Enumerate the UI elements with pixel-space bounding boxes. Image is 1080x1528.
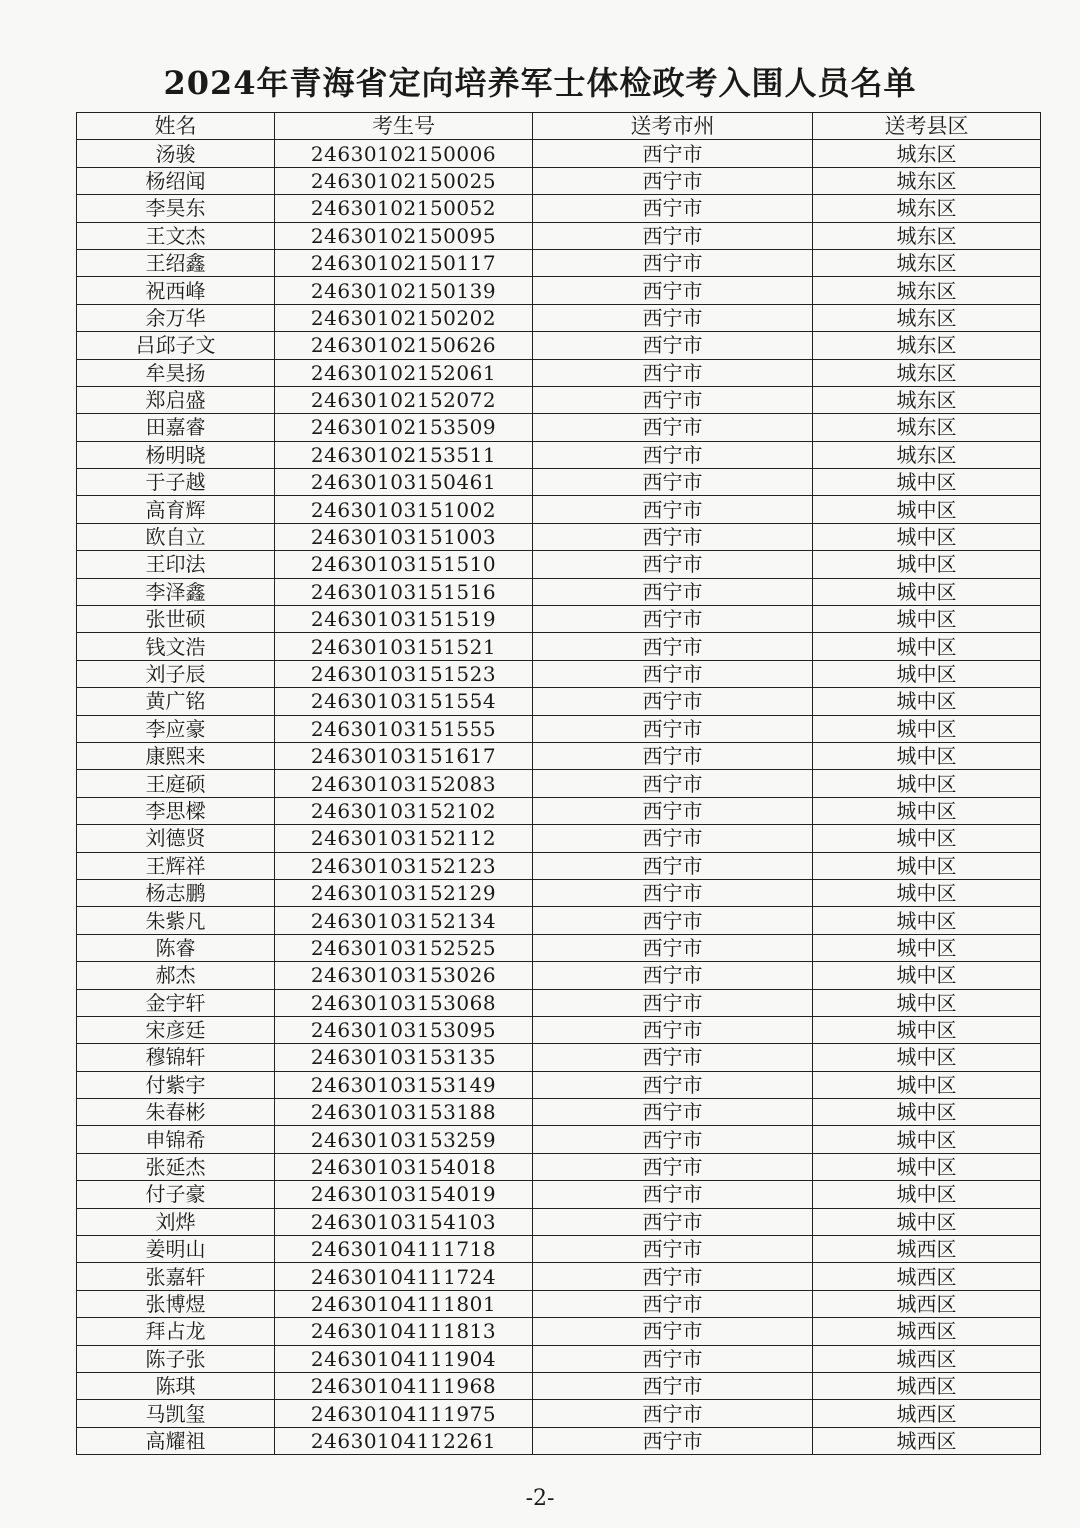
cell-exam-number: 24630102153511 bbox=[275, 441, 533, 468]
cell-exam-number: 24630102150139 bbox=[275, 277, 533, 304]
cell-district: 城西区 bbox=[813, 1318, 1041, 1345]
table-row bbox=[77, 1400, 1041, 1427]
cell-city: 西宁市 bbox=[533, 496, 813, 523]
table-row bbox=[77, 715, 1041, 742]
cell-city: 西宁市 bbox=[533, 852, 813, 879]
cell-exam-number: 24630102152072 bbox=[275, 386, 533, 413]
cell-exam-number: 24630103153259 bbox=[275, 1126, 533, 1153]
cell-name: 刘烨 bbox=[77, 1208, 275, 1235]
cell-name: 高育辉 bbox=[77, 496, 275, 523]
cell-city: 西宁市 bbox=[533, 879, 813, 906]
cell-name: 高耀祖 bbox=[77, 1427, 275, 1454]
cell-name: 宋彦廷 bbox=[77, 1016, 275, 1043]
table-header-row bbox=[77, 113, 1041, 140]
cell-name: 祝西峰 bbox=[77, 277, 275, 304]
cell-city: 西宁市 bbox=[533, 1044, 813, 1071]
cell-city: 西宁市 bbox=[533, 1016, 813, 1043]
cell-district: 城中区 bbox=[813, 660, 1041, 687]
document-title: 2024年青海省定向培养军士体检政考入围人员名单 bbox=[163, 64, 917, 102]
cell-name: 王文杰 bbox=[77, 222, 275, 249]
table-row bbox=[77, 249, 1041, 276]
cell-name: 拜占龙 bbox=[77, 1318, 275, 1345]
cell-exam-number: 24630104111801 bbox=[275, 1290, 533, 1317]
cell-city: 西宁市 bbox=[533, 1290, 813, 1317]
table-row bbox=[77, 1126, 1041, 1153]
cell-exam-number: 24630103151519 bbox=[275, 606, 533, 633]
cell-district: 城中区 bbox=[813, 825, 1041, 852]
cell-city: 西宁市 bbox=[533, 386, 813, 413]
cell-exam-number: 24630103151555 bbox=[275, 715, 533, 742]
cell-district: 城中区 bbox=[813, 551, 1041, 578]
cell-district: 城中区 bbox=[813, 770, 1041, 797]
cell-name: 王绍鑫 bbox=[77, 249, 275, 276]
cell-exam-number: 24630102150052 bbox=[275, 195, 533, 222]
cell-name: 康熙来 bbox=[77, 742, 275, 769]
cell-exam-number: 24630103151617 bbox=[275, 742, 533, 769]
cell-exam-number: 24630103153149 bbox=[275, 1071, 533, 1098]
table-row bbox=[77, 1427, 1041, 1454]
cell-city: 西宁市 bbox=[533, 1345, 813, 1372]
cell-city: 西宁市 bbox=[533, 167, 813, 194]
cell-exam-number: 24630103152123 bbox=[275, 852, 533, 879]
cell-district: 城中区 bbox=[813, 606, 1041, 633]
page-number: -2- bbox=[525, 1486, 555, 1511]
cell-name: 张延杰 bbox=[77, 1153, 275, 1180]
cell-exam-number: 24630103151554 bbox=[275, 688, 533, 715]
cell-exam-number: 24630102150006 bbox=[275, 140, 533, 167]
table-row bbox=[77, 742, 1041, 769]
cell-name: 欧自立 bbox=[77, 523, 275, 550]
cell-district: 城东区 bbox=[813, 249, 1041, 276]
cell-district: 城东区 bbox=[813, 332, 1041, 359]
cell-exam-number: 24630103154103 bbox=[275, 1208, 533, 1235]
cell-district: 城中区 bbox=[813, 1016, 1041, 1043]
cell-exam-number: 24630103154019 bbox=[275, 1181, 533, 1208]
cell-district: 城中区 bbox=[813, 688, 1041, 715]
table-row bbox=[77, 359, 1041, 386]
cell-district: 城中区 bbox=[813, 742, 1041, 769]
cell-exam-number: 24630103154018 bbox=[275, 1153, 533, 1180]
cell-district: 城东区 bbox=[813, 386, 1041, 413]
table-row bbox=[77, 879, 1041, 906]
table-row bbox=[77, 496, 1041, 523]
cell-district: 城东区 bbox=[813, 222, 1041, 249]
cell-city: 西宁市 bbox=[533, 1427, 813, 1454]
table-row bbox=[77, 797, 1041, 824]
cell-district: 城中区 bbox=[813, 1071, 1041, 1098]
table-row bbox=[77, 852, 1041, 879]
cell-exam-number: 24630103152083 bbox=[275, 770, 533, 797]
cell-exam-number: 24630102150117 bbox=[275, 249, 533, 276]
cell-district: 城西区 bbox=[813, 1345, 1041, 1372]
cell-district: 城东区 bbox=[813, 414, 1041, 441]
cell-name: 张博煜 bbox=[77, 1290, 275, 1317]
cell-exam-number: 24630102150202 bbox=[275, 304, 533, 331]
cell-name: 陈睿 bbox=[77, 934, 275, 961]
cell-exam-number: 24630102153509 bbox=[275, 414, 533, 441]
table-row bbox=[77, 332, 1041, 359]
cell-district: 城中区 bbox=[813, 496, 1041, 523]
cell-name: 刘德贤 bbox=[77, 825, 275, 852]
cell-name: 陈琪 bbox=[77, 1372, 275, 1399]
table-row bbox=[77, 1372, 1041, 1399]
cell-name: 牟昊扬 bbox=[77, 359, 275, 386]
cell-city: 西宁市 bbox=[533, 1099, 813, 1126]
cell-name: 田嘉睿 bbox=[77, 414, 275, 441]
cell-city: 西宁市 bbox=[533, 304, 813, 331]
table-row bbox=[77, 1345, 1041, 1372]
cell-city: 西宁市 bbox=[533, 277, 813, 304]
cell-city: 西宁市 bbox=[533, 1236, 813, 1263]
cell-exam-number: 24630102150626 bbox=[275, 332, 533, 359]
table-row bbox=[77, 633, 1041, 660]
cell-exam-number: 24630103153026 bbox=[275, 962, 533, 989]
cell-exam-number: 24630102150095 bbox=[275, 222, 533, 249]
cell-city: 西宁市 bbox=[533, 633, 813, 660]
cell-name: 杨绍闻 bbox=[77, 167, 275, 194]
cell-district: 城中区 bbox=[813, 1126, 1041, 1153]
cell-city: 西宁市 bbox=[533, 1071, 813, 1098]
cell-name: 朱春彬 bbox=[77, 1099, 275, 1126]
cell-name: 郝杰 bbox=[77, 962, 275, 989]
cell-city: 西宁市 bbox=[533, 1126, 813, 1153]
table-row bbox=[77, 304, 1041, 331]
cell-district: 城中区 bbox=[813, 469, 1041, 496]
cell-district: 城中区 bbox=[813, 1208, 1041, 1235]
cell-name: 李思樑 bbox=[77, 797, 275, 824]
cell-name: 杨明晓 bbox=[77, 441, 275, 468]
cell-city: 西宁市 bbox=[533, 934, 813, 961]
cell-city: 西宁市 bbox=[533, 249, 813, 276]
cell-district: 城东区 bbox=[813, 304, 1041, 331]
table-row bbox=[77, 578, 1041, 605]
table-row bbox=[77, 1236, 1041, 1263]
cell-city: 西宁市 bbox=[533, 1372, 813, 1399]
cell-name: 郑启盛 bbox=[77, 386, 275, 413]
cell-name: 李泽鑫 bbox=[77, 578, 275, 605]
cell-city: 西宁市 bbox=[533, 414, 813, 441]
header-exam-number: 考生号 bbox=[275, 113, 533, 140]
cell-exam-number: 24630103153135 bbox=[275, 1044, 533, 1071]
cell-exam-number: 24630103153068 bbox=[275, 989, 533, 1016]
cell-name: 朱紫凡 bbox=[77, 907, 275, 934]
table-row bbox=[77, 386, 1041, 413]
cell-name: 申锦希 bbox=[77, 1126, 275, 1153]
cell-district: 城中区 bbox=[813, 1044, 1041, 1071]
table-row bbox=[77, 962, 1041, 989]
cell-name: 于子越 bbox=[77, 469, 275, 496]
header-name: 姓名 bbox=[77, 113, 275, 140]
header-district: 送考县区 bbox=[813, 113, 1041, 140]
cell-name: 刘子辰 bbox=[77, 660, 275, 687]
cell-city: 西宁市 bbox=[533, 222, 813, 249]
cell-exam-number: 24630103152134 bbox=[275, 907, 533, 934]
cell-district: 城中区 bbox=[813, 907, 1041, 934]
cell-name: 王印法 bbox=[77, 551, 275, 578]
cell-district: 城中区 bbox=[813, 934, 1041, 961]
cell-name: 付紫宇 bbox=[77, 1071, 275, 1098]
cell-exam-number: 24630104111968 bbox=[275, 1372, 533, 1399]
cell-city: 西宁市 bbox=[533, 660, 813, 687]
cell-name: 余万华 bbox=[77, 304, 275, 331]
table-row bbox=[77, 907, 1041, 934]
table-row bbox=[77, 469, 1041, 496]
table-row bbox=[77, 140, 1041, 167]
table-row bbox=[77, 1318, 1041, 1345]
cell-exam-number: 24630103151521 bbox=[275, 633, 533, 660]
cell-city: 西宁市 bbox=[533, 825, 813, 852]
cell-city: 西宁市 bbox=[533, 1208, 813, 1235]
table-row bbox=[77, 989, 1041, 1016]
cell-district: 城中区 bbox=[813, 1153, 1041, 1180]
table-row bbox=[77, 1208, 1041, 1235]
cell-district: 城中区 bbox=[813, 879, 1041, 906]
cell-exam-number: 24630103150461 bbox=[275, 469, 533, 496]
cell-district: 城西区 bbox=[813, 1400, 1041, 1427]
table-row bbox=[77, 195, 1041, 222]
cell-district: 城东区 bbox=[813, 359, 1041, 386]
cell-city: 西宁市 bbox=[533, 989, 813, 1016]
table-row bbox=[77, 277, 1041, 304]
cell-district: 城中区 bbox=[813, 852, 1041, 879]
cell-name: 张世硕 bbox=[77, 606, 275, 633]
cell-city: 西宁市 bbox=[533, 359, 813, 386]
cell-name: 李昊东 bbox=[77, 195, 275, 222]
table-row bbox=[77, 167, 1041, 194]
cell-name: 李应豪 bbox=[77, 715, 275, 742]
cell-city: 西宁市 bbox=[533, 332, 813, 359]
cell-exam-number: 24630104112261 bbox=[275, 1427, 533, 1454]
cell-exam-number: 24630103152112 bbox=[275, 825, 533, 852]
cell-district: 城中区 bbox=[813, 797, 1041, 824]
table-row bbox=[77, 825, 1041, 852]
cell-name: 金宇轩 bbox=[77, 989, 275, 1016]
cell-name: 陈子张 bbox=[77, 1345, 275, 1372]
cell-name: 张嘉轩 bbox=[77, 1263, 275, 1290]
table-row bbox=[77, 934, 1041, 961]
cell-name: 汤骏 bbox=[77, 140, 275, 167]
cell-exam-number: 24630102152061 bbox=[275, 359, 533, 386]
cell-name: 姜明山 bbox=[77, 1236, 275, 1263]
cell-name: 黄广铭 bbox=[77, 688, 275, 715]
table-row bbox=[77, 1099, 1041, 1126]
cell-city: 西宁市 bbox=[533, 469, 813, 496]
cell-exam-number: 24630103153188 bbox=[275, 1099, 533, 1126]
cell-district: 城中区 bbox=[813, 1099, 1041, 1126]
cell-district: 城西区 bbox=[813, 1372, 1041, 1399]
cell-city: 西宁市 bbox=[533, 715, 813, 742]
cell-city: 西宁市 bbox=[533, 1181, 813, 1208]
cell-city: 西宁市 bbox=[533, 551, 813, 578]
table-row bbox=[77, 660, 1041, 687]
cell-exam-number: 24630104111724 bbox=[275, 1263, 533, 1290]
cell-district: 城西区 bbox=[813, 1263, 1041, 1290]
cell-exam-number: 24630103151002 bbox=[275, 496, 533, 523]
table-row bbox=[77, 1044, 1041, 1071]
cell-city: 西宁市 bbox=[533, 140, 813, 167]
table-row bbox=[77, 1181, 1041, 1208]
cell-city: 西宁市 bbox=[533, 1318, 813, 1345]
cell-name: 王辉祥 bbox=[77, 852, 275, 879]
cell-name: 钱文浩 bbox=[77, 633, 275, 660]
cell-district: 城东区 bbox=[813, 277, 1041, 304]
table-row bbox=[77, 606, 1041, 633]
table-row bbox=[77, 414, 1041, 441]
cell-city: 西宁市 bbox=[533, 962, 813, 989]
cell-city: 西宁市 bbox=[533, 797, 813, 824]
table-row bbox=[77, 688, 1041, 715]
cell-city: 西宁市 bbox=[533, 523, 813, 550]
table-row bbox=[77, 1071, 1041, 1098]
cell-name: 付子豪 bbox=[77, 1181, 275, 1208]
cell-exam-number: 24630103151516 bbox=[275, 578, 533, 605]
table-row bbox=[77, 222, 1041, 249]
cell-name: 穆锦轩 bbox=[77, 1044, 275, 1071]
cell-city: 西宁市 bbox=[533, 1153, 813, 1180]
table-body bbox=[77, 140, 1041, 1455]
cell-exam-number: 24630103151510 bbox=[275, 551, 533, 578]
cell-city: 西宁市 bbox=[533, 1400, 813, 1427]
cell-name: 吕邱子文 bbox=[77, 332, 275, 359]
header-city: 送考市州 bbox=[533, 113, 813, 140]
cell-city: 西宁市 bbox=[533, 195, 813, 222]
table-row bbox=[77, 1153, 1041, 1180]
table-row bbox=[77, 770, 1041, 797]
cell-exam-number: 24630103152129 bbox=[275, 879, 533, 906]
table-row bbox=[77, 1290, 1041, 1317]
cell-city: 西宁市 bbox=[533, 578, 813, 605]
cell-exam-number: 24630103153095 bbox=[275, 1016, 533, 1043]
table-row bbox=[77, 1263, 1041, 1290]
cell-exam-number: 24630103151003 bbox=[275, 523, 533, 550]
cell-exam-number: 24630103151523 bbox=[275, 660, 533, 687]
cell-name: 杨志鹏 bbox=[77, 879, 275, 906]
cell-district: 城东区 bbox=[813, 167, 1041, 194]
cell-city: 西宁市 bbox=[533, 907, 813, 934]
cell-city: 西宁市 bbox=[533, 688, 813, 715]
cell-exam-number: 24630103152102 bbox=[275, 797, 533, 824]
cell-district: 城中区 bbox=[813, 1181, 1041, 1208]
cell-city: 西宁市 bbox=[533, 441, 813, 468]
cell-exam-number: 24630104111904 bbox=[275, 1345, 533, 1372]
cell-district: 城中区 bbox=[813, 989, 1041, 1016]
table-row bbox=[77, 441, 1041, 468]
cell-district: 城东区 bbox=[813, 195, 1041, 222]
table-row bbox=[77, 1016, 1041, 1043]
cell-city: 西宁市 bbox=[533, 742, 813, 769]
cell-district: 城西区 bbox=[813, 1427, 1041, 1454]
cell-district: 城中区 bbox=[813, 633, 1041, 660]
candidate-table bbox=[76, 112, 1041, 1455]
cell-name: 王庭硕 bbox=[77, 770, 275, 797]
cell-name: 马凯玺 bbox=[77, 1400, 275, 1427]
cell-district: 城西区 bbox=[813, 1236, 1041, 1263]
cell-city: 西宁市 bbox=[533, 606, 813, 633]
cell-district: 城西区 bbox=[813, 1290, 1041, 1317]
cell-exam-number: 24630104111813 bbox=[275, 1318, 533, 1345]
cell-district: 城中区 bbox=[813, 962, 1041, 989]
table-row bbox=[77, 523, 1041, 550]
cell-exam-number: 24630104111718 bbox=[275, 1236, 533, 1263]
cell-district: 城中区 bbox=[813, 578, 1041, 605]
cell-district: 城东区 bbox=[813, 140, 1041, 167]
cell-district: 城中区 bbox=[813, 715, 1041, 742]
table-row bbox=[77, 551, 1041, 578]
cell-district: 城东区 bbox=[813, 441, 1041, 468]
cell-city: 西宁市 bbox=[533, 770, 813, 797]
cell-exam-number: 24630102150025 bbox=[275, 167, 533, 194]
cell-exam-number: 24630103152525 bbox=[275, 934, 533, 961]
cell-district: 城中区 bbox=[813, 523, 1041, 550]
cell-city: 西宁市 bbox=[533, 1263, 813, 1290]
cell-exam-number: 24630104111975 bbox=[275, 1400, 533, 1427]
